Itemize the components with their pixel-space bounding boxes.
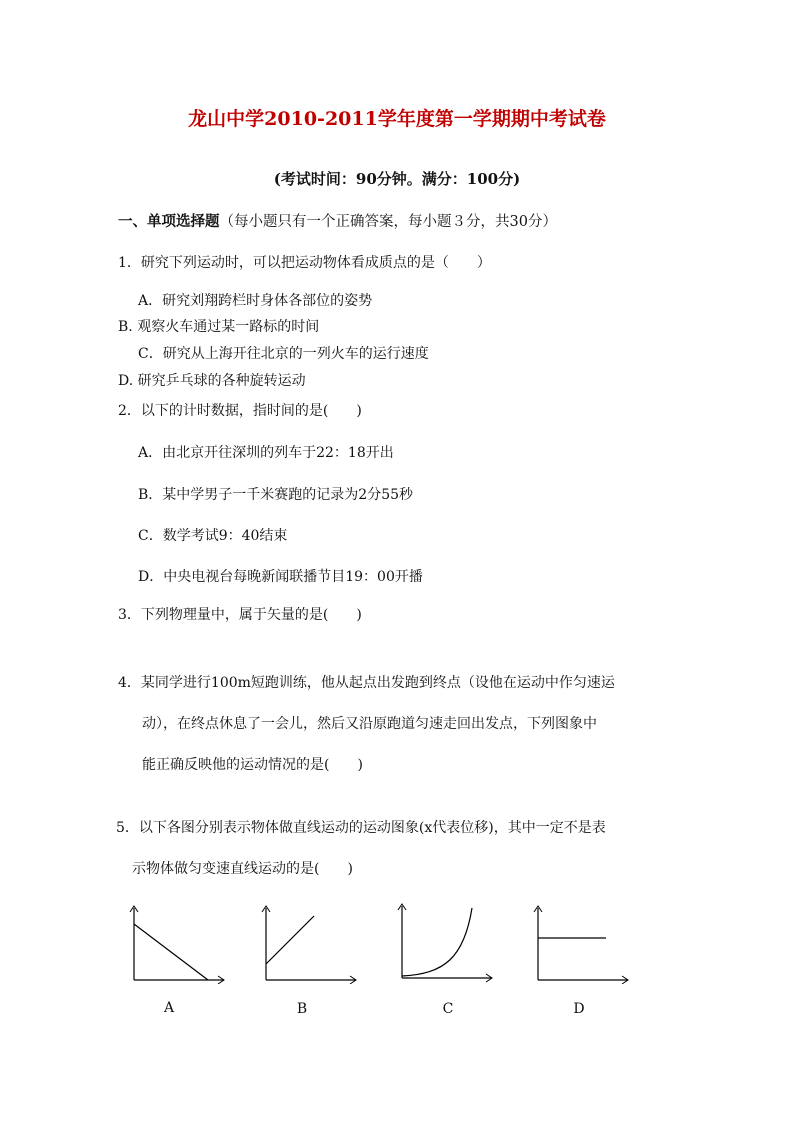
question-1-option-a: A．研究刘翔跨栏时身体各部位的姿势: [138, 293, 373, 309]
graph-a-plot-line: [134, 924, 208, 980]
question-2-stem: 2．以下的计时数据，指时间的是( ): [118, 403, 362, 419]
graph-a-label: A: [163, 1000, 175, 1016]
graph-c: [394, 902, 494, 984]
question-2-option-b: B．某中学男子一千米赛跑的记录为2分55秒: [138, 487, 414, 503]
graph-b-label: B: [296, 1001, 308, 1017]
question-2-option-a: A．由北京开往深圳的列车于22：18开出: [138, 445, 394, 461]
question-2-option-c: C．数学考试9：40结束: [138, 528, 288, 544]
question-4-line-1: 4．某同学进行100m短跑训练，他从起点出发跑到终点（设他在运动中作匀速运: [118, 675, 615, 691]
question-1-option-b: B. 观察火车通过某一路标的时间: [118, 319, 320, 335]
question-4-line-3: 能正确反映他的运动情况的是( ): [142, 757, 363, 773]
exam-subtitle: (考试时间：90分钟。满分：100分): [273, 170, 521, 188]
question-1-option-d: D. 研究乒乓球的各种旋转运动: [118, 373, 306, 389]
graph-b: [258, 904, 358, 984]
graph-a: [126, 904, 226, 984]
section-heading-note: （每小题只有一个正确答案，每小题３分，共30分）: [219, 214, 557, 230]
graph-c-label: C: [442, 1001, 454, 1017]
section-heading-title: 一、单项选择题: [118, 213, 220, 230]
graph-b-plot-line: [266, 916, 314, 964]
question-5-line-2: 示物体做匀变速直线运动的是( ): [132, 861, 353, 877]
question-1-option-c: C．研究从上海开往北京的一列火车的运行速度: [138, 346, 429, 362]
question-1-stem: 1．研究下列运动时，可以把运动物体看成质点的是（ ）: [118, 255, 491, 271]
question-4-line-2: 动），在终点休息了一会儿，然后又沿原跑道匀速走回出发点，下列图象中: [142, 716, 597, 732]
question-5-line-1: 5．以下各图分别表示物体做直线运动的运动图象(x代表位移)，其中一定不是表: [116, 820, 606, 836]
graph-d: [530, 904, 630, 984]
question-3-stem: 3．下列物理量中，属于矢量的是( ): [118, 607, 362, 623]
question-2-option-d: D．中央电视台每晚新闻联播节目19：00开播: [138, 569, 423, 585]
graph-c-plot-curve: [402, 908, 472, 976]
section-heading: [118, 210, 557, 231]
graph-d-label: D: [573, 1001, 585, 1017]
exam-title: 龙山中学2010-2011学年度第一学期期中考试卷: [188, 108, 606, 130]
